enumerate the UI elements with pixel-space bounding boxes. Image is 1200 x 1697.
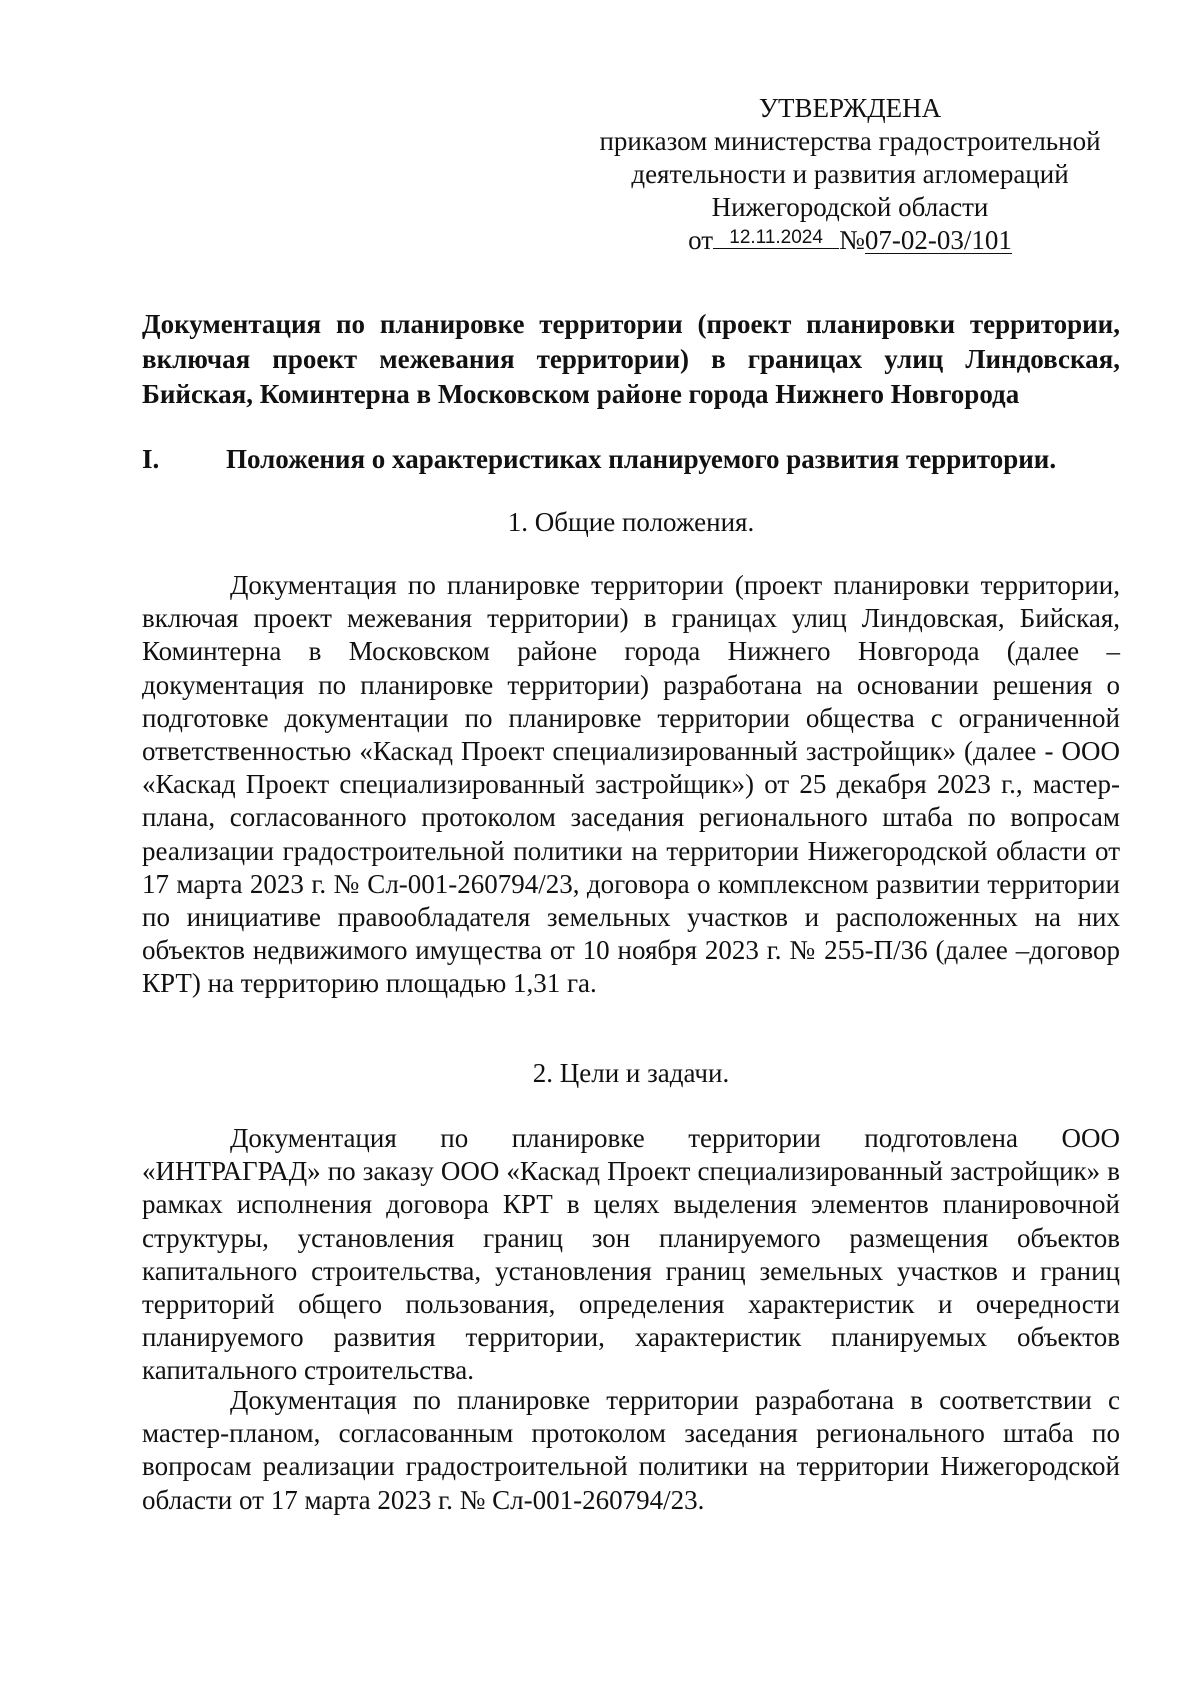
section-number: I. [142,444,160,474]
number-prefix: № [839,225,865,255]
paragraph-master-plan: Документация по планировке территории разработана в соответствии с мастер-планом, согласованным протоколом заседания регионального штаба по вопросам реализации градостроительной политики на территории Нижегородской области от 17 марта 2023 г. № Сл-001-260794/23. [142,1385,1120,1515]
approval-line-2: деятельности и развития агломераций [631,159,1069,189]
paragraph-general-provisions: Документация по планировке территории (проект планировки территории, включая проект межевания территории) в границах улиц Линдовская, Бийская, Коминтерна в Московском районе города Нижнего Новгорода (далее – документация по планировке территории) разработана на основании решения о подготовке документации по планировке территории общества с ограниченной ответственностью «Каскад Проект специализированный застройщик» (далее - ООО «Каскад Проект специализированный застройщик») от 25 декабря 2023 г., мастер-плана, согласованного протоколом заседания регионального штаба по вопросам реализации градостроительной политики на территории Нижегородской области от 17 марта 2023 г. № Сл-001-260794/23, договора о комплексном развитии территории по инициативе правообладателя земельных участков и расположенных на них объектов недвижимого имущества от 10 ноября 2023 г. № 255-П/36 (далее –договор КРТ) на территорию площадью 1,31 га. [142,570,1120,999]
date-prefix: от [688,225,714,255]
subsection-heading-general: 1. Общие положения. [507,507,755,537]
section-heading [142,442,1120,476]
approval-date-line [580,224,1120,257]
approval-line-3: Нижегородской области [711,192,989,222]
approval-heading: УТВЕРЖДЕНА [758,93,942,123]
approval-date: 12.11.2024 [713,228,839,249]
subsection-heading-goals: 2. Цели и задачи. [532,1058,730,1088]
document-title: Документация по планировке территории (проект планировки территории, включая проект межевания территории) в границах улиц Линдовская, Бийская, Коминтерна в Московском районе города Нижнего Новгорода [142,309,1120,409]
approval-stamp [580,92,1120,257]
approval-number: 07-02-03/101 [864,225,1012,255]
section-title: Положения о характеристиках планируемого развития территории. [226,444,1057,474]
paragraph-goals: Документация по планировке территории подготовлена ООО «ИНТРАГРАД» по заказу ООО «Каскад Проект специализированный застройщик» в рамках исполнения договора КРТ в целях выделения элементов планировочной структуры, установления границ зон планируемого размещения объектов капитального строительства, установления границ земельных участков и границ территорий общего пользования, определения характеристик и очередности планируемого развития территории, характеристик планируемых объектов капитального строительства. [142,1123,1120,1386]
approval-line-1: приказом министерства градостроительной [599,126,1101,156]
